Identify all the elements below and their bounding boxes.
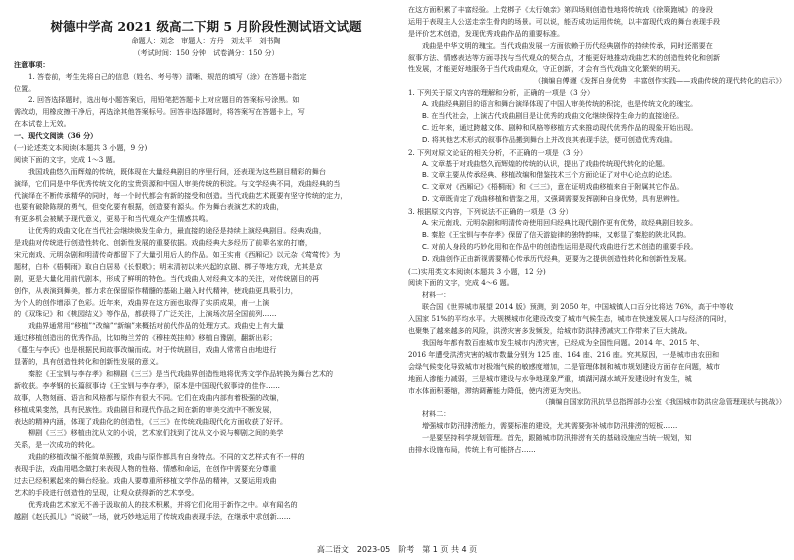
notice-line: 在本试卷上无效。 bbox=[14, 119, 71, 129]
notice-line: 2. 回答选择题时，选出每小题答案后，用铅笔把答题卡上对应题目的答案标号涂黑。如 bbox=[28, 95, 300, 105]
question-3-option: D. 戏曲创作正由新视需要精心传承历代经典，更要为之提供创造性转化和创新性发展。 bbox=[422, 254, 691, 263]
passage-line: 故事，人物刻画、语言和风格都与原作有很大不同。它们在戏曲内部有着极强的改编， bbox=[14, 392, 284, 402]
passage-line: 艺术的手段进行创造性的呈现，让观众获得新的艺术享受。 bbox=[14, 487, 199, 497]
passage-line: 移植成果斐然，具有民族性。戏曲剧目和现代作品之间在新的审美交流中不断发展， bbox=[14, 404, 277, 414]
passage-line: 优秀戏曲艺术家无不善于汲取前人的技术积累，并将它们化用于新作之中。卓有闻名的 bbox=[28, 499, 298, 509]
passage-line: 是戏曲对传统进行创造性转化、创新性发展的重要依据。戏曲经典大多经历了前辈名家的打磨， bbox=[14, 238, 312, 248]
passage-line: 关系，是一次成功的转化。 bbox=[14, 440, 100, 450]
notice-line: 位置。 bbox=[14, 83, 36, 93]
passage-line: 通过移植创造出的优秀作品，比如梅兰芳的《穆桂英挂帅》移植自豫剧，翻新出彩； bbox=[14, 333, 277, 343]
passage-line: 表达的精神内涵，体现了戏曲化的创造性，《三三》在传统戏曲现代化方面收获了好评。 bbox=[14, 416, 288, 426]
subsection-heading: (二)实用类文本阅读(本题共 3 小题，12 分) bbox=[408, 266, 546, 276]
passage-source: （摘编自傅谨《发挥自身优势 丰富创作实践——戏曲传统的现代转化的启示》） bbox=[534, 76, 786, 86]
question-1-stem: 1. 下列关于原文内容的理解和分析，正确的一项是（3 分） bbox=[408, 88, 595, 98]
material-line: 我国每年都有数百座城市发生城市内涝灾害，已经成为全国性问题。2014 年、2015 年、 bbox=[422, 337, 704, 347]
reading-instruction: 阅读下面的文字，完成 4～6 题。 bbox=[408, 278, 514, 288]
question-2-option: C. 文章对《西厢记》《梧桐雨》和《三三》，意在证明戏曲移植来自于附属其它作品。 bbox=[422, 183, 684, 192]
material-line: 会绿气候变化导致城市对极端气候的敏感度增加，二是管理体制和城市规划建设方面存在问题，城市 bbox=[408, 361, 721, 371]
question-2-option: B. 文章主要从传承经典、移植改编和借鉴技术三个方面论证了对中心论点的论述。 bbox=[422, 171, 677, 180]
passage-line: 柳剧《三三》移植由沈从文的小说，艺术家们找到了沈从文小说与柳剧之间的美学 bbox=[28, 428, 284, 438]
question-2-option: A. 文章基于对戏曲悠久而辉煌的传统的认识，提出了戏曲传统现代转化的论题。 bbox=[422, 159, 670, 168]
passage-line: 《蔓生与李氏》也是根据民间故事改编而成。对于传统剧目，戏曲人常常自由地进行 bbox=[14, 345, 277, 355]
passage-line: 有更多机会被赋予现代意义，更易于和当代观众产生情感共鸣。 bbox=[14, 214, 213, 224]
passage-line: 代演绎在不断传承精华的同时，每一个时代都会有新的接受和创造。当代戏曲艺术既要有坚守传统的定力， bbox=[14, 190, 348, 200]
passage-line: 在这方面积累了丰富经验。上党梆子《太行娘亲》第四场则创造性地将传统戏《徐策跑城》的身段 bbox=[408, 5, 714, 14]
exam-title: 树德中学高 2021 级高二下期 5 月阶段性测试语文试题 bbox=[50, 19, 362, 34]
question-1-option: A. 戏曲经典剧目的语言和舞台演绎体现了中国人审美传统的积淀，也是传统文化的瑰宝。 bbox=[422, 100, 698, 109]
question-1-option: D. 将其他艺术形式的叙事作品搬到舞台上并改良其表现手法，便可创造优秀戏曲。 bbox=[422, 135, 677, 144]
material-line: 入国家 51%的平均水平。大规模城市化建设改变了城市气候生态，城市在快速发展人口与经济的同时， bbox=[408, 314, 732, 324]
question-3-option: B. 秦腔《王宝钏与李存孝》保留了信天游旋律的独特韵味，又彰显了秦腔的陕北风韵。 bbox=[422, 230, 691, 239]
subsection-heading: (一)论述类文本阅读(本题共 3 小题，9 分) bbox=[14, 143, 148, 153]
passage-line: 秦腔《王宝钏与李存孝》和柳剧《三三》是当代戏曲界创造性地将优秀文学作品转换为舞台艺术的 bbox=[28, 368, 334, 378]
material-source: （摘编自国家防汛抗旱总指挥部办公室《我国城市防洪应急管理现状与挑战》） bbox=[541, 397, 786, 407]
passage-line: 戏曲界通常用“移植”“改编”“新编”来概括对前代作品的处理方式。戏曲史上有大量 bbox=[28, 321, 284, 331]
passage-line: 也要有破除陈规的勇气，但变化要有根据，创造要有源头。作为舞台表演艺术的戏曲， bbox=[14, 202, 284, 212]
question-3-option: A. 宋元南戏、元明杂剧和明清传奇使用回归经典比现代剧作更有优势，故经典剧目较多。 bbox=[422, 219, 698, 228]
material-line: 一是要坚持科学规划管理。首先，跟随城市防汛排涝有关的基础设施应当统一规划，知 bbox=[422, 433, 692, 443]
exam-info: （考试时间：150 分钟 试卷满分：150 分） bbox=[133, 47, 279, 57]
material-line: 也聚集了越来越多的风险，洪涝灾害多发频发，给城市防洪排涝减灾工作带来了巨大挑战。 bbox=[408, 326, 692, 336]
passage-line: 创作，从表演到舞美，都力求在保留原作精髓的基础上融入时代精神，使戏曲更具吸引力， bbox=[14, 285, 298, 295]
passage-line: 我国戏曲悠久而辉煌的传统，既体现在大量经典剧目的序里行间，还表现为这些剧目精彩的舞台 bbox=[28, 166, 326, 176]
question-1-option: B. 在当代社会，上演古代戏曲剧目是让优秀的戏曲文化继续保持生命力的直接途径。 bbox=[422, 112, 684, 121]
passage-line: 宋元南戏、元明杂剧和明清传奇都留下了大量引用后人的作品。如王实甫《西厢记》以元杂《莺莺传》为 bbox=[14, 250, 341, 260]
notice-list bbox=[14, 71, 398, 130]
passage-line: 题材，白朴《梧桐雨》取自白居易《长恨歌》；明末清初以来兴起的京剧、梆子等地方戏，尤其是京 bbox=[14, 261, 323, 271]
material-2-body bbox=[408, 420, 786, 456]
staff-line: 命题人：刘念 审题人：方丹 刘太平 刘书陶 bbox=[131, 36, 281, 45]
material-line: 联合国《世界城市展望 2014 版》预测，到 2050 年，中国城镇人口百分比将达 76%，高于中等收 bbox=[422, 302, 734, 312]
passage-line: 让优秀的戏曲文化在当代社会继续焕发生命力，最直接的途径是持续上演经典剧目。经典戏曲， bbox=[28, 226, 326, 236]
passage-continued bbox=[408, 4, 786, 75]
question-2-stem: 2. 下列对原文论证的相关分析，不正确的一项是（3 分） bbox=[408, 147, 587, 157]
material-line: 由排水设施布局，传统上有可能挤占…… bbox=[408, 444, 536, 454]
material-2-label: 材料二： bbox=[422, 409, 451, 419]
passage-line: 性发展，才能更好地服务于当代戏曲观众，守正创新，才会有当代戏曲文化繁荣的明天。 bbox=[408, 64, 685, 74]
question-2-option: D. 文章既肯定了戏曲移植和借鉴之用，又强调需要发挥剧种自身优势，具有思辨性。 bbox=[422, 195, 684, 204]
passage-line: 为个人的创作增添了色彩。近年来，戏曲界在这方面也取得了实质成果，甫一上演 bbox=[14, 297, 270, 307]
passage-line: 的《双珠记》和《桃园结义》等作品，都获得了广泛关注，上演场次居全国前列…… bbox=[14, 309, 277, 319]
material-line: 2016 年遭受洪涝灾害的城市数量分别为 125 座、164 座、216 座。究其原因，一是城市由农田和 bbox=[408, 349, 720, 359]
passage-line: 显著的，具有创造性转化和创新性发展的意义。 bbox=[14, 357, 163, 367]
right-column bbox=[408, 4, 786, 456]
material-line: 地面人渗能力减弱，三是城市建设与水争地现象严重，填湖河湖水域开发建设时有发生，城 bbox=[408, 373, 692, 383]
question-3-stem: 3. 根据原文内容，下列说法不正确的一项是（3 分） bbox=[408, 207, 573, 217]
reading-instruction: 阅读下面的文字，完成 1～3 题。 bbox=[14, 154, 120, 164]
passage-line: 是评价艺术创造，发现优秀戏曲作品的重要标准。 bbox=[408, 28, 565, 38]
question-3-option: C. 对前人身段的巧妙化用和在作品中的创造性运用是现代戏曲进行艺术创造的重要手段。 bbox=[422, 242, 698, 251]
passage-line: 运用于表现主人公送走亲生骨肉的场景。可以说，能否成功运用传统，以丰富现代戏的舞台表现手段 bbox=[408, 16, 721, 26]
material-1-body bbox=[408, 301, 786, 396]
passage-line: 越剧《赵氏孤儿》“说破”一场，就巧妙地运用了传统戏曲表现手法，在继承中求创新…… bbox=[14, 511, 291, 521]
passage-line: 剧，更是大量化用前代剧本，形成了鲜明的特色。当代戏曲人对经典文本的关注，对传统剧目的再 bbox=[14, 273, 320, 283]
question-1-option: C. 近年来，通过跨越文体、剧种和风格等移植方式来推动现代优秀作品的现象开始出现。 bbox=[422, 123, 698, 132]
notice-line: 需改动，用橡皮擦干净后，再选涂其他答案标号。回答非选择题时，将答案写在答题卡上，写 bbox=[14, 107, 305, 117]
passage-line: 演绎，它们同是中华优秀传统文化的宝贵资源和中国人审美传统的积淀。与文学经典不同，戏曲经典的当 bbox=[14, 178, 341, 188]
material-1-label: 材料一： bbox=[422, 290, 451, 300]
notice-heading: 注意事项： bbox=[14, 59, 50, 69]
notice-line: 1. 答卷前，考生先将自己的信息（姓名、考号等）清晰、规范的填写（涂）在答题卡指定 bbox=[28, 71, 307, 81]
page-footer: 高二语文 2023-05 阶考 第 1 页 共 4 页 bbox=[316, 545, 478, 554]
material-line: 市水体面积萎缩，滞纳调蓄能力降低，使内涝更为突出。 bbox=[408, 385, 586, 395]
passage-line: 戏曲的移植改编不能简单照搬，戏曲与原作都具有自身特点。不同的文艺样式有不一样的 bbox=[28, 452, 305, 462]
material-line: 增强城市防汛排涝能力，需要标准的建设，尤其需要弥补城市防汛排涝的短板…… bbox=[422, 421, 678, 431]
passage-line: 过去已经积累起来的舞台经验。戏曲人要尊重所移植文学作品的精神，又要运用戏曲 bbox=[14, 475, 277, 485]
passage-line: 戏曲是中华文明的瑰宝。当代戏曲发展一方面依赖于历代经典剧作的持续传承，同时还需要在 bbox=[422, 40, 713, 50]
passage-line: 新收获。李孝钢的长篇叙事诗《王宝钏与李存孝》，原本是中国现代叙事诗的佳作…… bbox=[14, 380, 281, 390]
section-heading: 一、现代文阅读（36 分） bbox=[14, 131, 98, 141]
left-column bbox=[14, 4, 398, 523]
passage-line: 表现手法，戏曲用唱念做打来表现人物的性格、情感和命运，在创作中需要充分尊重 bbox=[14, 464, 277, 474]
passage-body bbox=[14, 166, 398, 523]
passage-line: 叙事方法、情感表达等方面寻找与当代观众的契合点，才能更好地推动戏曲艺术的创造性转化和创新 bbox=[408, 52, 721, 62]
